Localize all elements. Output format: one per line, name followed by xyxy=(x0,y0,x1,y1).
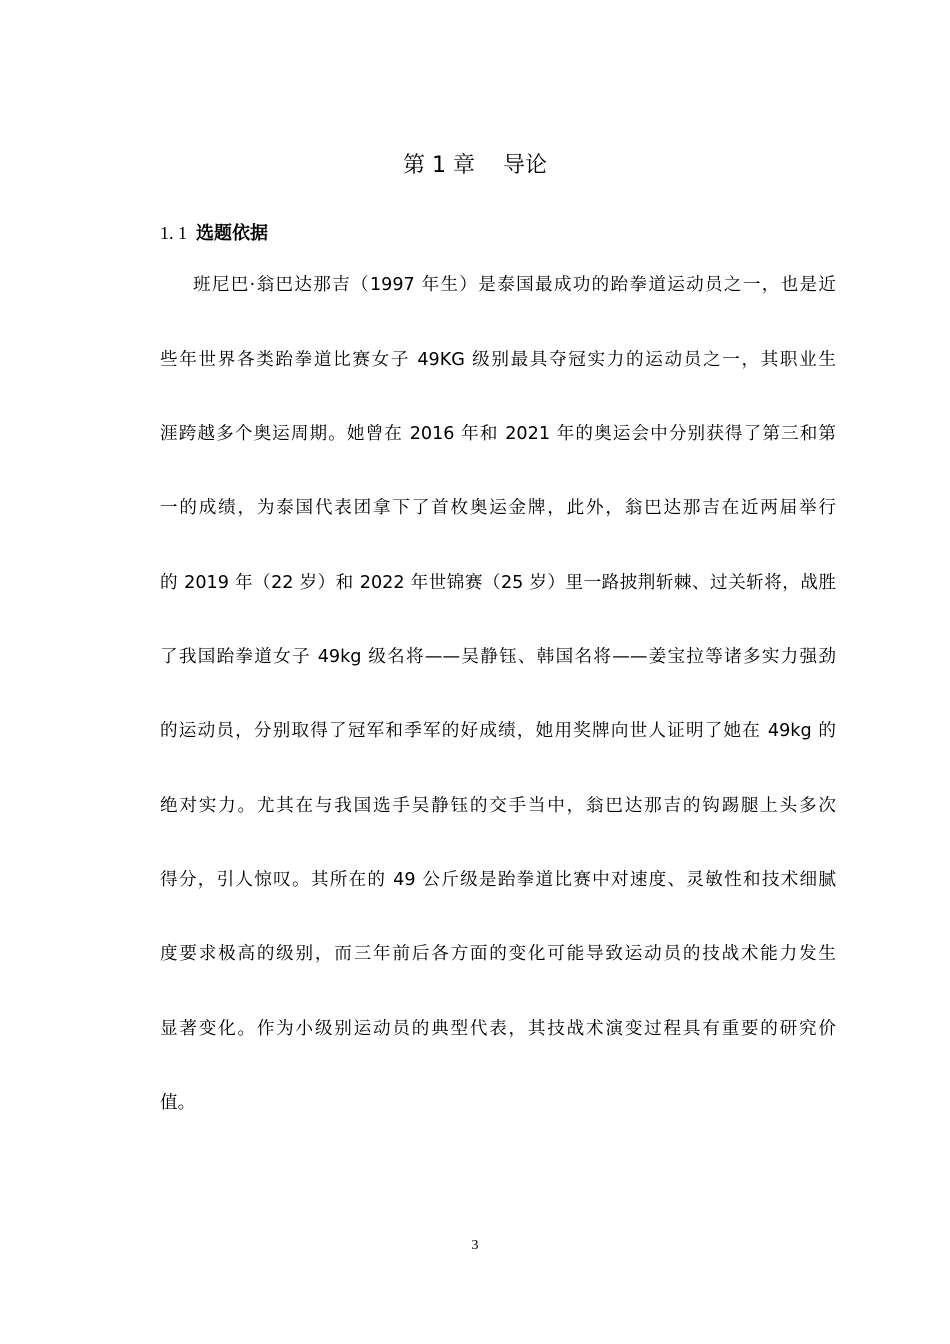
paragraph-line: 值。 xyxy=(160,1093,196,1113)
paragraph-line: 一的成绩，为泰国代表团拿下了首枚奥运金牌，此外，翁巴达那吉在近两届举行 xyxy=(160,498,836,518)
section-heading xyxy=(160,220,268,247)
paragraph-line: 的运动员，分别取得了冠军和季军的好成绩，她用奖牌向世人证明了她在 49kg 的 xyxy=(160,721,836,741)
paragraph-line: 些年世界各类跆拳道比赛女子 49KG 级别最具夺冠实力的运动员之一，其职业生 xyxy=(160,350,836,370)
paragraph-line: 了我国跆拳道女子 49kg 级名将——吴静钰、韩国名将——姜宝拉等诸多实力强劲 xyxy=(160,647,836,667)
paragraph-line: 涯跨越多个奥运周期。她曾在 2016 年和 2021 年的奥运会中分别获得了第三和第 xyxy=(160,424,836,444)
section-number: 1. 1 xyxy=(160,223,187,243)
page-number: 3 xyxy=(471,1238,479,1253)
paragraph-line: 得分，引人惊叹。其所在的 49 公斤级是跆拳道比赛中对速度、灵敏性和技术细腻 xyxy=(160,870,836,890)
section-title: 选题依据 xyxy=(196,223,268,244)
chapter-title: 第 1 章 导论 xyxy=(403,153,547,178)
paragraph-line: 绝对实力。尤其在与我国选手吴静钰的交手当中，翁巴达那吉的钩踢腿上头多次 xyxy=(160,796,836,816)
paragraph-line: 显著变化。作为小级别运动员的典型代表，其技战术演变过程具有重要的研究价 xyxy=(160,1019,836,1039)
paragraph-line: 班尼巴·翁巴达那吉（1997 年生）是泰国最成功的跆拳道运动员之一，也是近 xyxy=(193,275,836,295)
paragraph-line: 的 2019 年（22 岁）和 2022 年世锦赛（25 岁）里一路披荆斩棘、过关斩将，战胜 xyxy=(160,573,836,593)
paragraph-line: 度要求极高的级别，而三年前后各方面的变化可能导致运动员的技战术能力发生 xyxy=(160,944,836,964)
